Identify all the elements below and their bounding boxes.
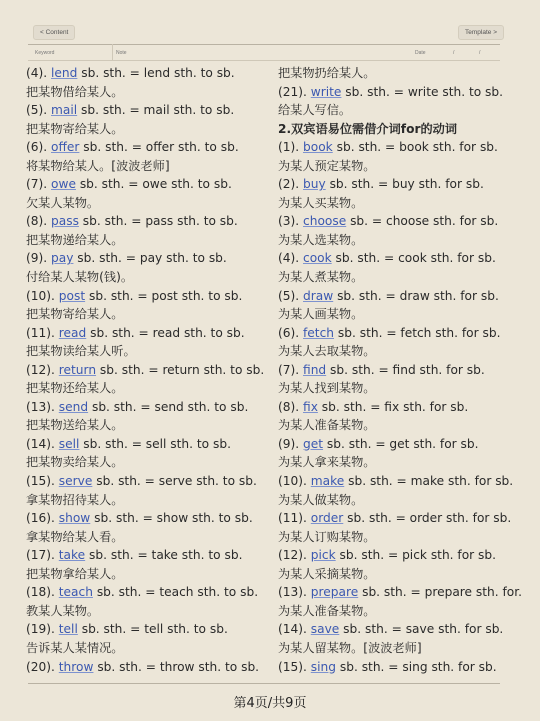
verb-keyword: pay bbox=[51, 251, 74, 266]
item-number: (15). bbox=[26, 474, 59, 489]
item-number: (9). bbox=[278, 436, 304, 451]
verb-keyword: sell bbox=[58, 436, 80, 451]
verb-pattern-line bbox=[26, 509, 272, 528]
translation-line: 为某人找到某物。 bbox=[278, 381, 376, 396]
translation-line: 为某人采摘某物。 bbox=[278, 566, 376, 581]
pattern-text: sb. sth. = draw sth. for sb. bbox=[333, 288, 499, 303]
verb-keyword: prepare bbox=[310, 585, 359, 600]
item-number: (8). bbox=[26, 214, 52, 229]
item-number: (6). bbox=[26, 140, 52, 155]
item-number: (4). bbox=[26, 66, 52, 80]
item-number: (10). bbox=[26, 288, 59, 303]
verb-pattern-line bbox=[26, 620, 272, 639]
pattern-text: sb. sth. = fix sth. for sb. bbox=[317, 399, 469, 414]
verb-keyword: write bbox=[310, 84, 342, 99]
verb-keyword: pick bbox=[310, 548, 336, 563]
verb-pattern-line bbox=[26, 472, 272, 491]
item-number: (5). bbox=[26, 103, 52, 118]
pattern-text: sb. sth. = prepare sth. for. bbox=[358, 585, 523, 600]
translation-line: 欠某人某物。 bbox=[26, 195, 100, 210]
pattern-text: sb. sth. = tell sth. to sb. bbox=[77, 622, 228, 637]
verb-keyword: show bbox=[58, 511, 91, 526]
verb-keyword: find bbox=[303, 362, 327, 377]
pattern-text: sb. sth. = sell sth. to sb. bbox=[79, 436, 231, 451]
item-number: (14). bbox=[278, 622, 311, 637]
pattern-text: sb. sth. = lend sth. to sb. bbox=[77, 66, 235, 80]
verb-keyword: book bbox=[303, 140, 333, 155]
keyword-label: Keyword bbox=[35, 50, 55, 56]
item-number: (11). bbox=[26, 325, 59, 340]
translation-line: 告诉某人某情况。 bbox=[26, 640, 124, 655]
translation-line: 为某人买某物。 bbox=[278, 195, 364, 210]
item-number: (17). bbox=[26, 548, 59, 563]
item-number: (11). bbox=[278, 511, 311, 526]
item-number: (13). bbox=[278, 585, 311, 600]
pattern-text: sb. sth. = write sth. to sb. bbox=[341, 84, 504, 99]
footer-rule bbox=[28, 683, 500, 684]
verb-keyword: pass bbox=[51, 214, 79, 229]
verb-pattern-line bbox=[278, 583, 528, 602]
item-number: (21). bbox=[278, 84, 311, 99]
translation-line: 为某人准备某物。 bbox=[278, 603, 376, 618]
item-number: (1). bbox=[278, 140, 304, 155]
date-separator: / bbox=[453, 50, 455, 56]
verb-keyword: send bbox=[58, 399, 89, 414]
translation-line: 付给某人某物(钱)。 bbox=[26, 270, 134, 285]
verb-keyword: throw bbox=[58, 659, 94, 674]
pattern-text: sb. sth. = teach sth. to sb. bbox=[92, 585, 259, 600]
item-number: (12). bbox=[26, 362, 59, 377]
verb-pattern-line bbox=[26, 212, 272, 231]
item-number: (19). bbox=[26, 622, 59, 637]
pattern-text: sb. sth. = throw sth. to sb. bbox=[93, 659, 260, 674]
translation-line: 把某物卖给某人。 bbox=[26, 455, 124, 470]
verb-pattern-line bbox=[26, 287, 272, 306]
page-number: 第4页/共9页 bbox=[233, 696, 307, 711]
verb-pattern-line bbox=[278, 324, 528, 343]
verb-pattern-line bbox=[26, 435, 272, 454]
verb-keyword: lend bbox=[51, 66, 78, 80]
verb-pattern-line bbox=[278, 287, 528, 306]
translation-line: 把某物读给某人听。 bbox=[26, 344, 136, 359]
translation-line: 为某人做某物。 bbox=[278, 492, 364, 507]
verb-pattern-line bbox=[278, 472, 528, 491]
translation-line: 为某人准备某物。 bbox=[278, 418, 376, 433]
pattern-text: sb. = choose sth. for sb. bbox=[346, 214, 499, 229]
translation-line: 为某人选某物。 bbox=[278, 232, 364, 247]
item-number: (3). bbox=[278, 214, 304, 229]
pattern-text: sb. sth. = get sth. for sb. bbox=[323, 436, 479, 451]
header-bottom-rule bbox=[28, 60, 500, 61]
translation-line: 为某人拿来某物。 bbox=[278, 455, 376, 470]
verb-keyword: make bbox=[310, 474, 345, 489]
verb-keyword: order bbox=[310, 511, 344, 526]
item-number: (5). bbox=[278, 288, 304, 303]
item-number: (18). bbox=[26, 585, 59, 600]
verb-pattern-line bbox=[278, 249, 528, 268]
translation-line: 把某物拿给某人。 bbox=[26, 566, 124, 581]
verb-keyword: teach bbox=[58, 585, 93, 600]
content-back-button[interactable]: < Content bbox=[33, 25, 75, 40]
verb-keyword: get bbox=[303, 436, 324, 451]
pattern-text: sb. sth. = offer sth. to sb. bbox=[79, 140, 239, 155]
verb-keyword: choose bbox=[303, 214, 347, 229]
item-number: (8). bbox=[278, 399, 304, 414]
item-number: (7). bbox=[26, 177, 52, 192]
verb-pattern-line bbox=[26, 658, 272, 677]
top-bar bbox=[0, 0, 540, 42]
verb-keyword: fetch bbox=[303, 325, 335, 340]
verb-keyword: take bbox=[58, 548, 86, 563]
pattern-text: sb. sth. = find sth. for sb. bbox=[326, 362, 485, 377]
item-number: (16). bbox=[26, 511, 59, 526]
translation-line: 为某人画某物。 bbox=[278, 307, 364, 322]
translation-line: 把某物借给某人。 bbox=[26, 84, 124, 99]
pattern-text: sb. sth. = pass sth. to sb. bbox=[78, 214, 238, 229]
verb-pattern-line bbox=[278, 138, 528, 157]
verb-pattern-line bbox=[26, 138, 272, 157]
verb-keyword: serve bbox=[58, 474, 93, 489]
note-label: Note bbox=[116, 50, 127, 56]
item-number: (6). bbox=[278, 325, 304, 340]
translation-line: 把某物还给某人。 bbox=[26, 381, 124, 396]
pattern-text: sb. sth. = show sth. to sb. bbox=[90, 511, 253, 526]
verb-keyword: post bbox=[58, 288, 86, 303]
translation-line: 把某物送给某人。 bbox=[26, 418, 124, 433]
translation-line: 把某物递给某人。 bbox=[26, 232, 124, 247]
verb-keyword: return bbox=[58, 362, 97, 377]
pattern-text: sb. sth. = pick sth. for sb. bbox=[335, 548, 497, 563]
item-number: (7). bbox=[278, 362, 304, 377]
verb-pattern-line bbox=[278, 212, 528, 231]
translation-line: 教某人某物。 bbox=[26, 603, 100, 618]
verb-keyword: draw bbox=[303, 288, 334, 303]
left-column bbox=[26, 64, 272, 676]
verb-pattern-line bbox=[26, 324, 272, 343]
verb-keyword: owe bbox=[51, 177, 76, 192]
pattern-text: sb. sth. = sing sth. for sb. bbox=[335, 659, 497, 674]
pattern-text: sb. sth. = read sth. to sb. bbox=[86, 325, 245, 340]
translation-line: 将某物给某人。[波波老师] bbox=[26, 158, 170, 173]
verb-pattern-line bbox=[278, 546, 528, 565]
translation-line: 为某人预定某物。 bbox=[278, 158, 376, 173]
pattern-text: sb. sth. = mail sth. to sb. bbox=[77, 103, 235, 118]
verb-pattern-line bbox=[278, 175, 528, 194]
translation-line: 拿某物给某人看。 bbox=[26, 529, 124, 544]
verb-pattern-line bbox=[278, 620, 528, 639]
translation-line: 为某人订购某物。 bbox=[278, 529, 376, 544]
verb-pattern-line bbox=[278, 361, 528, 380]
verb-keyword: fix bbox=[303, 399, 318, 414]
item-number: (12). bbox=[278, 548, 311, 563]
verb-pattern-line bbox=[26, 64, 272, 83]
translation-line: 把某物寄给某人。 bbox=[26, 121, 124, 136]
verb-pattern-line bbox=[26, 398, 272, 417]
verb-keyword: sing bbox=[310, 659, 336, 674]
translation-line: 把某物寄给某人。 bbox=[26, 307, 124, 322]
verb-pattern-line bbox=[26, 175, 272, 194]
verb-keyword: save bbox=[310, 622, 340, 637]
item-number: (2). bbox=[278, 177, 304, 192]
verb-pattern-line bbox=[26, 101, 272, 120]
pattern-text: sb. sth. = post sth. to sb. bbox=[85, 288, 243, 303]
translation-line: 给某人写信。 bbox=[278, 103, 352, 118]
pattern-text: sb. sth. = take sth. to sb. bbox=[85, 548, 243, 563]
verb-keyword: read bbox=[58, 325, 87, 340]
pattern-text: sb. sth. = save sth. for sb. bbox=[339, 622, 504, 637]
item-number: (9). bbox=[26, 251, 52, 266]
verb-pattern-line bbox=[26, 583, 272, 602]
pattern-text: sb. sth. = send sth. to sb. bbox=[88, 399, 249, 414]
note-header-row bbox=[28, 46, 500, 60]
verb-pattern-line bbox=[278, 83, 528, 102]
pattern-text: sb. sth. = order sth. for sb. bbox=[343, 511, 512, 526]
verb-pattern-line bbox=[26, 361, 272, 380]
pattern-text: sb. sth. = make sth. for sb. bbox=[344, 474, 514, 489]
item-number: (4). bbox=[278, 251, 304, 266]
item-number: (14). bbox=[26, 436, 59, 451]
verb-keyword: tell bbox=[58, 622, 78, 637]
verb-pattern-line bbox=[278, 509, 528, 528]
template-forward-button[interactable]: Template > bbox=[458, 25, 504, 40]
pattern-text: sb. sth. = pay sth. to sb. bbox=[73, 251, 227, 266]
pattern-text: sb. sth. = serve sth. to sb. bbox=[92, 474, 257, 489]
pattern-text: sb. sth. = book sth. for sb. bbox=[332, 140, 498, 155]
header-top-rule bbox=[28, 44, 500, 45]
verb-keyword: mail bbox=[51, 103, 78, 118]
verb-keyword: buy bbox=[303, 177, 326, 192]
date-separator: / bbox=[479, 50, 481, 56]
translation-line: 为某人留某物。[波波老师] bbox=[278, 640, 422, 655]
section-heading: 2.双宾语易位需借介词for的动词 bbox=[278, 121, 458, 136]
item-number: (20). bbox=[26, 659, 59, 674]
verb-keyword: cook bbox=[303, 251, 332, 266]
pattern-text: sb. sth. = fetch sth. for sb. bbox=[334, 325, 501, 340]
pattern-text: sb. sth. = cook sth. for sb. bbox=[331, 251, 496, 266]
verb-keyword: offer bbox=[51, 140, 80, 155]
item-number: (13). bbox=[26, 399, 59, 414]
translation-line: 为某人去取某物。 bbox=[278, 344, 376, 359]
verb-pattern-line bbox=[26, 249, 272, 268]
item-number: (10). bbox=[278, 474, 311, 489]
verb-pattern-line bbox=[26, 546, 272, 565]
item-number: (15). bbox=[278, 659, 311, 674]
translation-line: 为某人煮某物。 bbox=[278, 270, 364, 285]
verb-pattern-line bbox=[278, 658, 528, 677]
verb-pattern-line bbox=[278, 398, 528, 417]
translation-line: 把某物扔给某人。 bbox=[278, 66, 376, 80]
right-column bbox=[278, 64, 528, 676]
date-label: Date bbox=[415, 50, 426, 56]
pattern-text: sb. sth. = owe sth. to sb. bbox=[75, 177, 232, 192]
verb-pattern-line bbox=[278, 435, 528, 454]
translation-line: 拿某物招待某人。 bbox=[26, 492, 124, 507]
pattern-text: sb. sth. = buy sth. for sb. bbox=[325, 177, 484, 192]
pattern-text: sb. sth. = return sth. to sb. bbox=[96, 362, 265, 377]
